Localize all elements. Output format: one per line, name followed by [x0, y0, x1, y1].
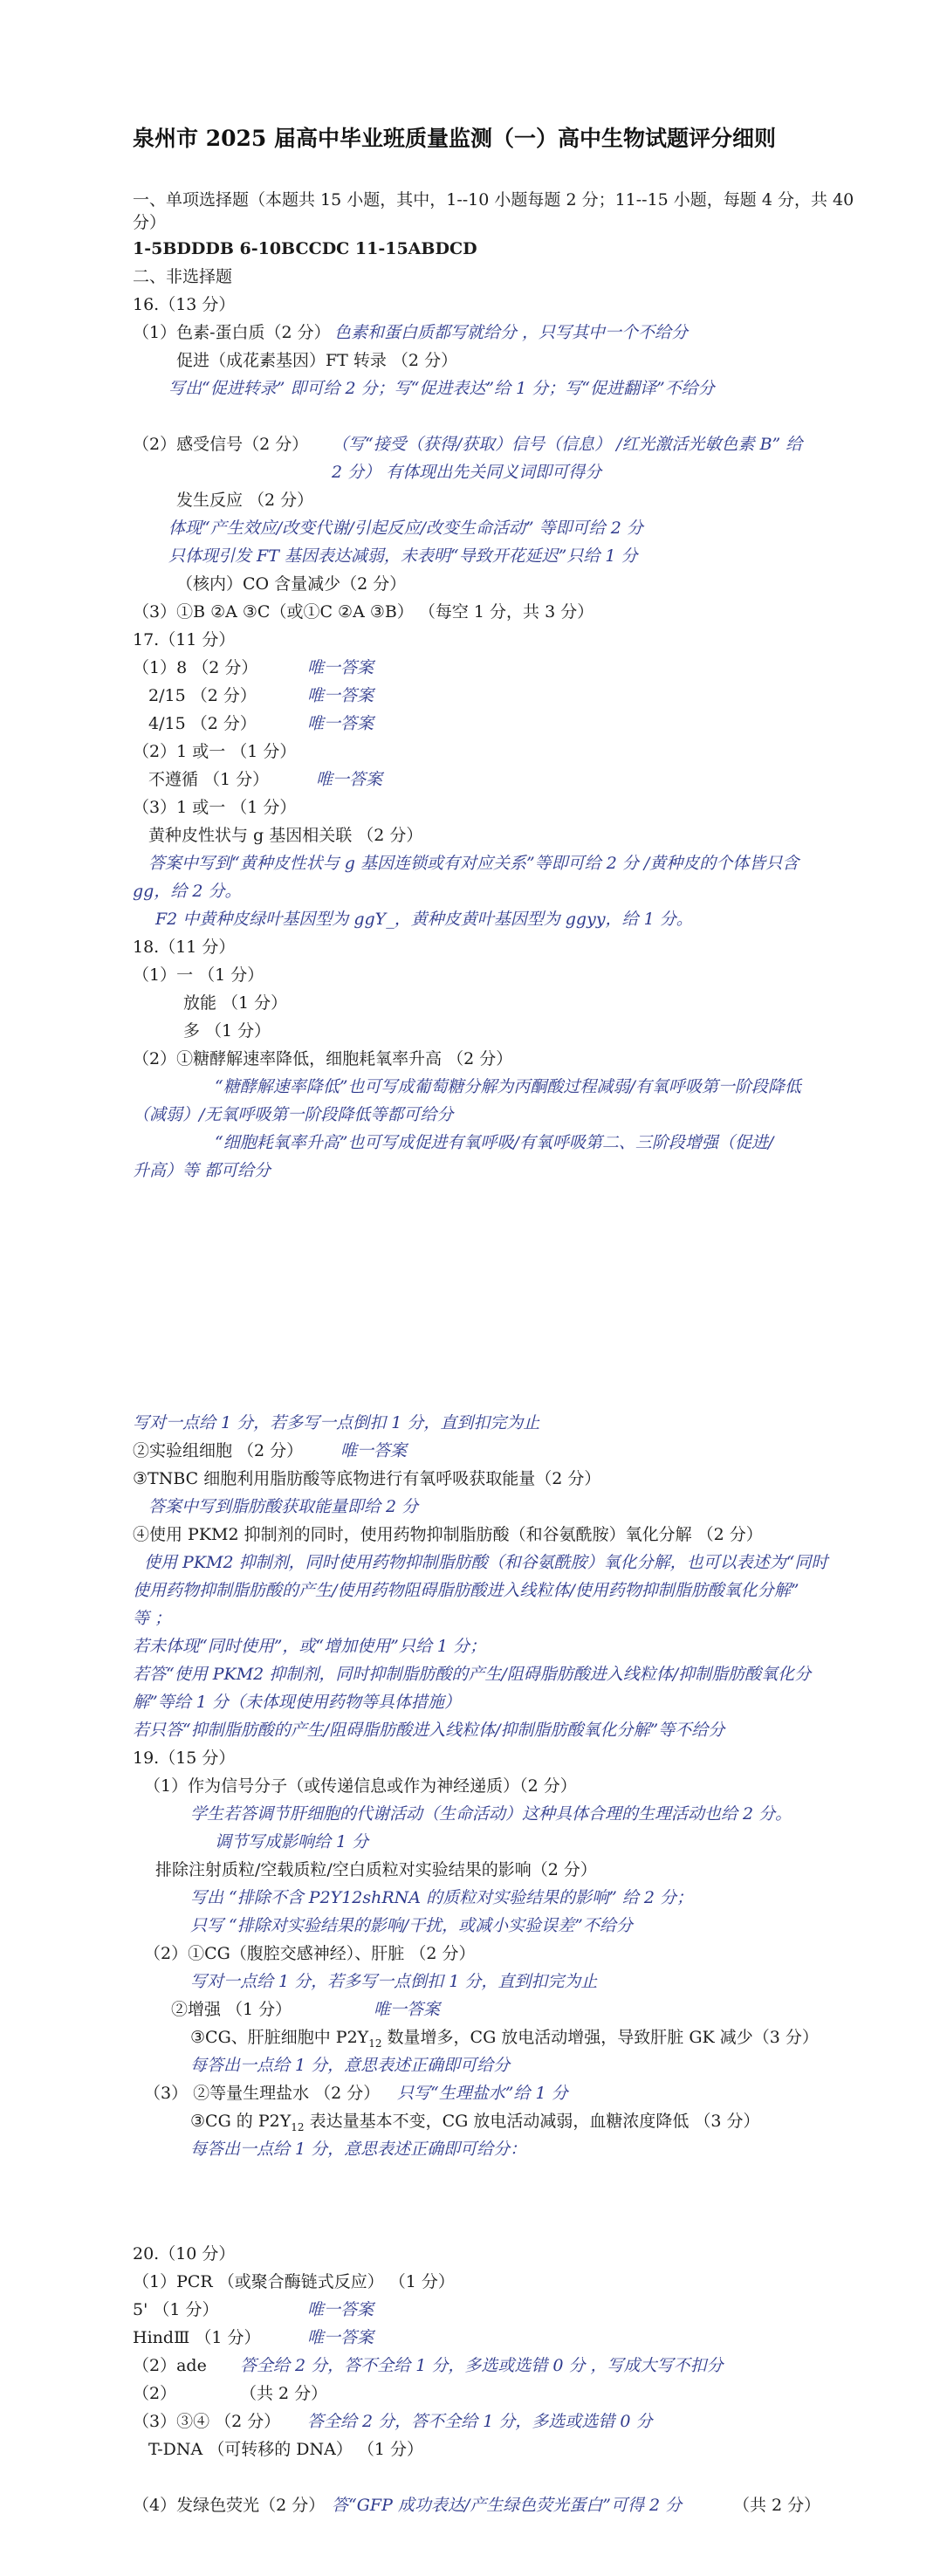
text-line: （2）: [133, 2384, 177, 2403]
grading-note: 只写 “排除对实验结果的影响/干扰，或减小实验误差”不给分: [190, 1916, 633, 1935]
grading-note: 等 ；: [133, 1609, 172, 1628]
grading-note: 升高）等 都可给分: [133, 1161, 271, 1180]
grading-note: （减弱）/无氧呼吸第一阶段降低等都可给分: [133, 1105, 454, 1124]
text-line: 排除注射质粒/空载质粒/空白质粒对实验结果的影响（2 分）: [155, 1860, 597, 1879]
grading-note: gg，给 2 分。: [133, 882, 242, 901]
text-line: （3）③④ （2 分）: [133, 2412, 281, 2431]
grading-note: 答全给 2 分，答不全给 1 分，多选或选错 0 分: [307, 2412, 653, 2431]
grading-note: 唯一答案: [374, 2000, 441, 2019]
grading-note: 调节写成影响给 1 分: [215, 1832, 369, 1851]
text-line: 4/15 （2 分）: [148, 714, 257, 733]
text-line: 促进（成花素基因）FT 转录 （2 分）: [176, 351, 458, 370]
text-line: ③TNBC 细胞利用脂肪酸等底物进行有氧呼吸获取能量（2 分）: [133, 1469, 601, 1488]
text-line: 黄种皮性状与 g 基因相关联 （2 分）: [148, 826, 423, 845]
grading-note: 写对一点给 1 分，若多写一点倒扣 1 分，直到扣完为止: [133, 1413, 540, 1432]
text-segment: 数量增多，CG 放电活动增强，导致肝脏 GK 减少（3 分）: [381, 2028, 819, 2047]
text-line: ②实验组细胞 （2 分）: [133, 1441, 304, 1460]
text-line: [190, 2111, 760, 2138]
text-line: （共 2 分）: [733, 2496, 821, 2515]
grading-note: 若只答“抑制脂肪酸的产生/阻碍脂肪酸进入线粒体/抑制脂肪酸氧化分解”等不给分: [133, 1721, 725, 1740]
grading-note: 唯一答案: [340, 1441, 408, 1460]
subscript: 12: [291, 2120, 305, 2133]
grading-note: 若答“使用 PKM2 抑制剂，同时抑制脂肪酸的产生/阻碍脂肪酸进入线粒体/抑制脂肪酸氧化分: [133, 1665, 812, 1684]
grading-note: 写出 “排除不含 P2Y12shRNA 的质粒对实验结果的影响” 给 2 分；: [190, 1888, 693, 1907]
grading-note: 每答出一点给 1 分，意思表述正确即可给分：: [190, 2140, 527, 2159]
grading-note: 唯一答案: [307, 2300, 374, 2319]
grading-note: 每答出一点给 1 分，意思表述正确即可给分: [190, 2056, 511, 2075]
question-heading: 17.（11 分）: [133, 630, 236, 649]
grading-note: 只写“生理盐水”给 1 分: [397, 2084, 568, 2103]
text-line: （3）1 或一 （1 分）: [133, 798, 297, 817]
grading-note: 答案中写到“黄种皮性状与 g 基因连锁或有对应关系”等即可给 2 分 /黄种皮的个体皆只含: [148, 854, 799, 873]
text-line: （2）1 或一 （1 分）: [133, 742, 297, 761]
text-line: （2）ade: [133, 2356, 207, 2375]
grading-note: 学生若答调节肝细胞的代谢活动（生命活动）这种具体合理的生理活动也给 2 分。: [190, 1804, 792, 1824]
grading-note: 唯一答案: [307, 714, 374, 733]
grading-note: 唯一答案: [307, 686, 374, 705]
text-segment: ③CG、肝脏细胞中 P2Y: [190, 2028, 369, 2047]
text-line: （3）①B ②A ③C（或①C ②A ③B） （每空 1 分，共 3 分）: [133, 602, 594, 622]
subscript: 12: [368, 2037, 382, 2050]
grading-note: 唯一答案: [316, 770, 383, 789]
text-line: （共 2 分）: [240, 2384, 328, 2403]
text-line: （2）①糖酵解速率降低，细胞耗氧率升高 （2 分）: [133, 1049, 513, 1068]
grading-note: 若未体现“同时使用”，或“增加使用”只给 1 分；: [133, 1637, 487, 1656]
grading-note: 只体现引发 FT 基因表达减弱，未表明“导致开花延迟”只给 1 分: [168, 546, 638, 566]
grading-note: （写“接受（获得/获取）信号（信息） /红光激活光敏色素 B” 给: [332, 435, 803, 454]
text-line: 多 （1 分）: [183, 1021, 271, 1041]
text-line: （1）作为信号分子（或传递信息或作为神经递质）（2 分）: [144, 1776, 577, 1796]
answer-key-line: 1-5BDDDB 6-10BCCDC 11-15ABDCD: [133, 239, 477, 258]
text-line: （1）一 （1 分）: [133, 965, 264, 985]
text-line: ②增强 （1 分）: [171, 2000, 292, 2019]
text-line: 发生反应 （2 分）: [176, 491, 314, 510]
text-line: （2）感受信号（2 分）: [133, 435, 309, 454]
text-line: （核内）CO 含量减少（2 分）: [176, 574, 407, 594]
text-line: 放能 （1 分）: [183, 993, 288, 1013]
text-line: （4）发绿色荧光（2 分）: [133, 2496, 326, 2515]
document-title: 泉州市 2025 届高中毕业班质量监测（一）高中生物试题评分细则: [133, 126, 776, 151]
text-line: T-DNA （可转移的 DNA） （1 分）: [148, 2440, 424, 2459]
grading-note: “糖酵解速率降低”也可写成葡萄糖分解为丙酮酸过程减弱/有氧呼吸第一阶段降低: [215, 1077, 801, 1096]
grading-note: 唯一答案: [307, 658, 374, 677]
grading-note: 答案中写到脂肪酸获取能量即给 2 分: [148, 1497, 419, 1516]
text-line: （3） ②等量生理盐水 （2 分）: [144, 2084, 381, 2103]
text-line: （1）PCR （或聚合酶链式反应） （1 分）: [133, 2272, 455, 2291]
question-heading: 16.（13 分）: [133, 295, 236, 314]
grading-note: 使用药物抑制脂肪酸的产生/使用药物阻碍脂肪酸进入线粒体/使用药物抑制脂肪酸氧化分解”: [133, 1581, 799, 1600]
text-line: 2/15 （2 分）: [148, 686, 257, 705]
text-line: 一、单项选择题（本题共 15 小题，其中，1--10 小题每题 2 分；11--15 小题，每题 4 分，共 40: [133, 190, 854, 210]
text-segment: ③CG 的 P2Y: [190, 2112, 292, 2131]
section-heading: 二、非选择题: [133, 267, 233, 286]
question-heading: 18.（11 分）: [133, 938, 236, 957]
grading-note: F2 中黄种皮绿叶基因型为 ggY_，黄种皮黄叶基因型为 ggyy，给 1 分。: [155, 910, 693, 929]
grading-note: 2 分） 有体现出先关同义词即可得分: [332, 463, 602, 482]
text-segment: 表达量基本不变，CG 放电活动减弱，血糖浓度降低 （3 分）: [304, 2112, 760, 2131]
grading-note: 写对一点给 1 分，若多写一点倒扣 1 分，直到扣完为止: [190, 1972, 598, 1991]
text-line: 不遵循 （1 分）: [148, 770, 270, 789]
question-heading: 19.（15 分）: [133, 1748, 236, 1768]
grading-note: 唯一答案: [307, 2328, 374, 2347]
text-line: 5' （1 分）: [133, 2300, 219, 2319]
text-line: HindⅢ （1 分）: [133, 2328, 261, 2347]
text-line: （2）①CG（腹腔交感神经）、肝脏 （2 分）: [144, 1944, 476, 1963]
grading-note: 答“GFP 成功表达/产生绿色荧光蛋白”可得 2 分: [332, 2496, 683, 2515]
text-line: ④使用 PKM2 抑制剂的同时，使用药物抑制脂肪酸（和谷氨酰胺）氧化分解 （2 分）: [133, 1525, 763, 1544]
grading-note: 解”等给 1 分（未体现使用药物等具体措施）: [133, 1693, 461, 1712]
grading-note: 答全给 2 分，答不全给 1 分，多选或选错 0 分 ，写成大写不扣分: [240, 2356, 724, 2375]
grading-note: 使用 PKM2 抑制剂，同时使用药物抑制脂肪酸（和谷氨酰胺）氧化分解，也可以表述为“同时: [144, 1553, 828, 1572]
grading-note: 色素和蛋白质都写就给分 ，只写其中一个不给分: [334, 323, 689, 342]
text-line: [190, 2027, 819, 2054]
question-heading: 20.（10 分）: [133, 2244, 236, 2263]
text-line: （1）色素-蛋白质（2 分）: [133, 323, 331, 342]
text-line: 分）: [133, 213, 167, 232]
grading-note: 体现“产生效应/改变代谢/引起反应/改变生命活动” 等即可给 2 分: [168, 519, 643, 538]
grading-note: “细胞耗氧率升高”也可写成促进有氧呼吸/有氧呼吸第二、三阶段增强（促进/: [215, 1133, 774, 1152]
text-line: （1）8 （2 分）: [133, 658, 258, 677]
grading-note: 写出“促进转录” 即可给 2 分；写“促进表达”给 1 分；写“促进翻译”不给分: [168, 379, 715, 398]
